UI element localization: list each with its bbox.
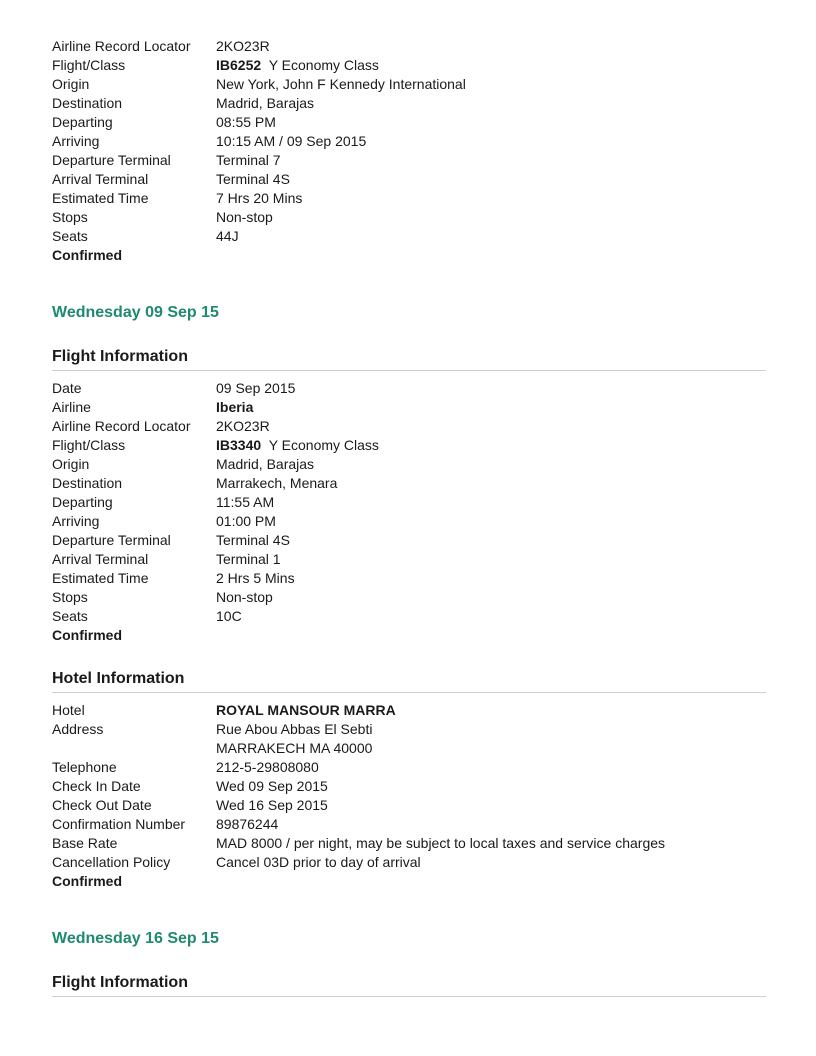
row-label: Destination: [52, 95, 123, 111]
row-value: Terminal 7: [216, 152, 281, 168]
detail-row: [52, 493, 766, 512]
row-label: Seats: [52, 228, 88, 244]
row-value: 44J: [216, 228, 239, 244]
row-label: Origin: [52, 456, 90, 472]
section-title-flight: Flight Information: [52, 972, 766, 997]
row-label: Airline Record Locator: [52, 418, 191, 434]
detail-row: [52, 132, 766, 151]
row-label: Departing: [52, 494, 113, 510]
row-value: 01:00 PM: [216, 513, 276, 529]
row-value: Rue Abou Abbas El Sebti: [216, 721, 373, 737]
row-label: Check Out Date: [52, 797, 152, 813]
row-value: 2KO23R: [216, 418, 270, 434]
row-value: Wed 09 Sep 2015: [216, 778, 328, 794]
row-label: Departure Terminal: [52, 152, 171, 168]
row-value: New York, John F Kennedy International: [216, 76, 466, 92]
detail-row: [52, 189, 766, 208]
row-value: 2KO23R: [216, 38, 270, 54]
detail-row: [52, 151, 766, 170]
row-label: [52, 739, 216, 758]
flight-1-details: [52, 37, 766, 265]
day-heading: Wednesday 16 Sep 15: [52, 930, 219, 947]
detail-row: [52, 436, 766, 455]
row-label: Telephone: [52, 759, 117, 775]
row-label: Arrival Terminal: [52, 171, 149, 187]
detail-row: [52, 550, 766, 569]
row-value: Non-stop: [216, 589, 273, 605]
detail-row: [52, 720, 766, 739]
row-label: Address: [52, 721, 104, 737]
detail-row: [52, 796, 766, 815]
detail-row: [52, 227, 766, 246]
row-label: Flight/Class: [52, 57, 126, 73]
detail-row: [52, 701, 766, 720]
row-label: Date: [52, 380, 82, 396]
detail-row: [52, 834, 766, 853]
row-value: 7 Hrs 20 Mins: [216, 190, 303, 206]
row-label: Stops: [52, 589, 88, 605]
detail-row: [52, 94, 766, 113]
flight-2-details: [52, 379, 766, 645]
row-label: Flight/Class: [52, 437, 126, 453]
row-value: 11:55 AM: [216, 494, 275, 510]
row-label: Destination: [52, 475, 123, 491]
detail-row: [52, 531, 766, 550]
detail-row: [52, 208, 766, 227]
detail-row: [52, 569, 766, 588]
detail-row: [52, 607, 766, 626]
detail-row: [52, 815, 766, 834]
airline-name: Iberia: [216, 399, 254, 415]
detail-row: [52, 739, 766, 758]
detail-row: [52, 455, 766, 474]
row-value: Terminal 4S: [216, 532, 290, 548]
row-label: Estimated Time: [52, 570, 149, 586]
row-label: Confirmation Number: [52, 816, 186, 832]
row-label: Base Rate: [52, 835, 118, 851]
detail-row: [52, 588, 766, 607]
detail-row: [52, 512, 766, 531]
row-value: 10C: [216, 608, 242, 624]
row-label: Departure Terminal: [52, 532, 171, 548]
detail-row: [52, 75, 766, 94]
row-value: MARRAKECH MA 40000: [216, 740, 373, 756]
detail-row: [52, 758, 766, 777]
row-value: Y Economy Class: [268, 437, 379, 453]
row-label: Airline: [52, 399, 91, 415]
row-value: MAD 8000 / per night, may be subject to local taxes and service charges: [216, 835, 666, 851]
hotel-name: ROYAL MANSOUR MARRA: [216, 702, 396, 718]
row-value: Madrid, Barajas: [216, 95, 315, 111]
itinerary-page: [52, 36, 766, 1005]
row-value: 212-5-29808080: [216, 759, 319, 775]
row-label: Seats: [52, 608, 88, 624]
flight-code: IB3340: [216, 437, 262, 453]
detail-row: [52, 37, 766, 56]
row-value: 89876244: [216, 816, 279, 832]
detail-row: [52, 398, 766, 417]
status-confirmed: Confirmed: [52, 247, 122, 263]
day-heading: Wednesday 09 Sep 15: [52, 304, 219, 321]
row-label: Airline Record Locator: [52, 38, 191, 54]
detail-row: [52, 417, 766, 436]
status-confirmed: Confirmed: [52, 873, 122, 889]
detail-row: [52, 474, 766, 493]
detail-row: [52, 113, 766, 132]
row-label: Arriving: [52, 513, 100, 529]
row-value: 2 Hrs 5 Mins: [216, 570, 295, 586]
section-title-flight: Flight Information: [52, 346, 766, 371]
detail-row: [52, 777, 766, 796]
detail-row: [52, 853, 766, 872]
row-value: Wed 16 Sep 2015: [216, 797, 328, 813]
row-label: Estimated Time: [52, 190, 149, 206]
row-value: Marrakech, Menara: [216, 475, 338, 491]
row-label: Stops: [52, 209, 88, 225]
hotel-details: [52, 701, 766, 891]
row-value: Non-stop: [216, 209, 273, 225]
row-label: Departing: [52, 114, 113, 130]
section-title-hotel: Hotel Information: [52, 668, 766, 693]
row-label: Check In Date: [52, 778, 141, 794]
detail-row: [52, 379, 766, 398]
detail-row: [52, 56, 766, 75]
row-value: Madrid, Barajas: [216, 456, 315, 472]
status-confirmed: Confirmed: [52, 627, 122, 643]
row-label: Cancellation Policy: [52, 854, 171, 870]
flight-code: IB6252: [216, 57, 262, 73]
row-value: 10:15 AM / 09 Sep 2015: [216, 133, 367, 149]
detail-row: [52, 170, 766, 189]
row-label: Origin: [52, 76, 90, 92]
row-value: Cancel 03D prior to day of arrival: [216, 854, 421, 870]
row-value: 09 Sep 2015: [216, 380, 296, 396]
row-label: Arriving: [52, 133, 100, 149]
row-value: 08:55 PM: [216, 114, 276, 130]
row-label: Hotel: [52, 702, 85, 718]
row-value: Terminal 1: [216, 551, 281, 567]
row-value: Y Economy Class: [268, 57, 379, 73]
row-value: Terminal 4S: [216, 171, 290, 187]
row-label: Arrival Terminal: [52, 551, 149, 567]
